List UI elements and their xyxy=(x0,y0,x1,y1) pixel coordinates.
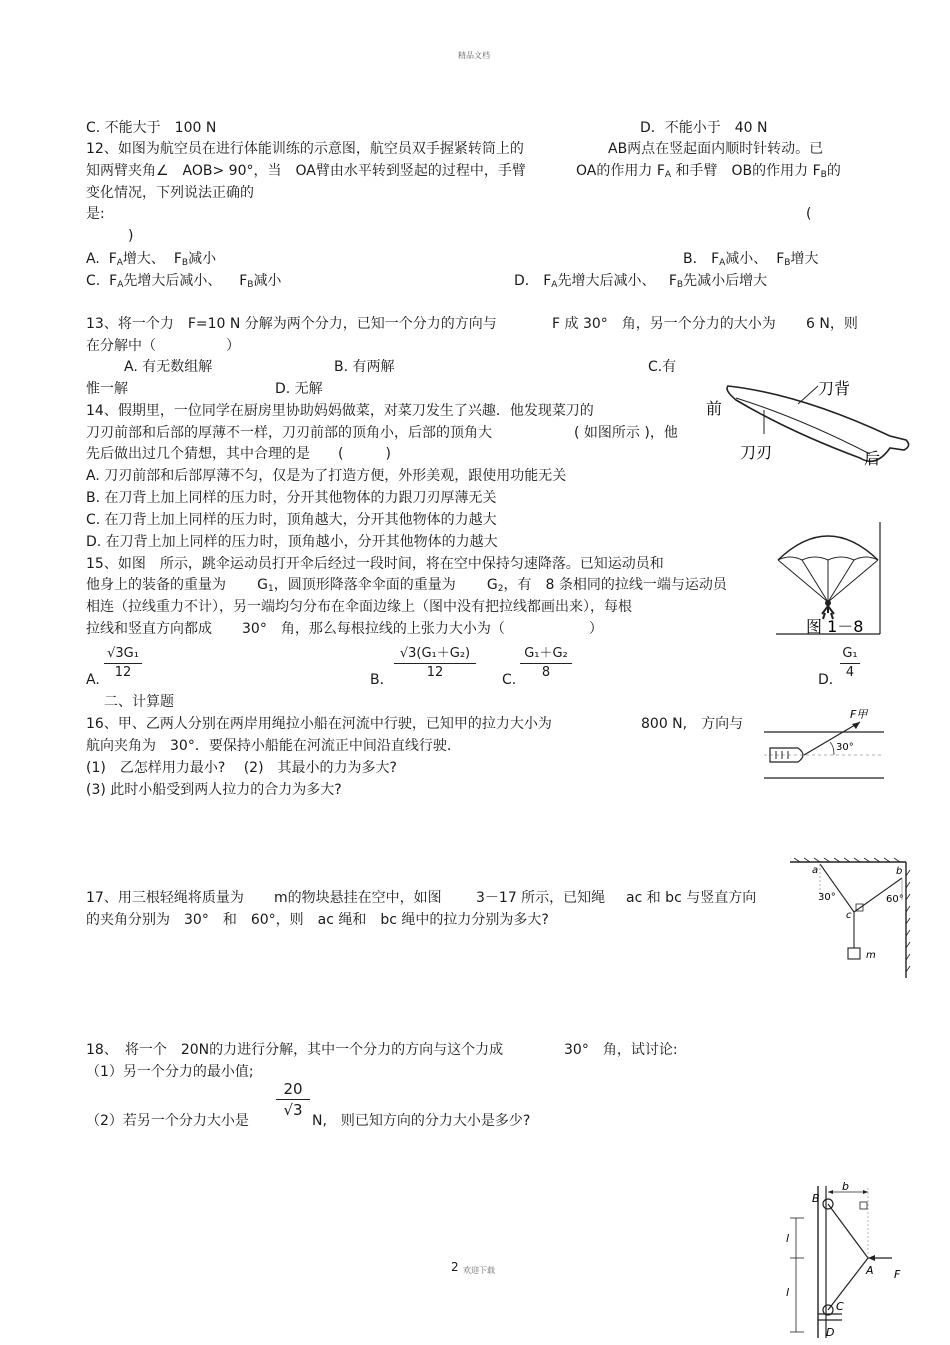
sub-b: B xyxy=(181,258,189,268)
q18-line3b: N, 则已知方向的分力大小是多少? xyxy=(312,1113,531,1129)
q12-line3: 变化情况，下列说法正确的 xyxy=(86,185,254,201)
rope-angle-60: 60° xyxy=(886,894,904,905)
bracket-label-b-dim: b xyxy=(842,1182,849,1193)
symbol-f: F xyxy=(656,163,665,179)
q11-option-d: D．不能小于 40 N xyxy=(640,120,768,136)
rope-point-b: b xyxy=(896,866,903,877)
wall-bracket-figure xyxy=(782,1182,906,1342)
boat-angle-label: 30° xyxy=(836,742,854,753)
q13-line1a: 13、将一个力 F=10 N 分解为两个分力，已知一个分力的方向与 xyxy=(86,316,497,332)
q15-option-c-label: C. xyxy=(502,672,517,688)
q12-option-b: B． $F_A$减小、 $F_B$增大 xyxy=(683,251,819,268)
q13-option-b: B. 有两解 xyxy=(334,359,395,375)
q15-option-b-fraction xyxy=(394,646,476,681)
symbol-g: G xyxy=(257,577,269,593)
q12-c-text2: 减小 xyxy=(253,273,282,289)
q17-line1c: 3－17 所示，已知绳 xyxy=(476,890,606,906)
q15-line4a: 拉线和竖直方向都成 xyxy=(86,621,212,637)
symbol-f: F xyxy=(108,251,117,267)
q12-d-text2: 先减小后增大 xyxy=(683,273,768,289)
bracket-label-c: C xyxy=(836,1300,844,1313)
q14-line2b: ( 如图所示 )，他 xyxy=(574,425,678,441)
sub-a: A xyxy=(116,258,123,268)
sub-a: A xyxy=(664,170,672,180)
q13-line1b: F 成 30° 角，另一个分力的大小为 xyxy=(552,316,776,332)
rope-angle-30: 30° xyxy=(818,892,836,903)
q12-oa-force-text: OA的作用力 xyxy=(576,163,653,179)
q15-line2 xyxy=(86,576,727,598)
q15-option-c-fraction xyxy=(520,646,572,681)
q12-option-d: D． $F_A$先增大后减小、 $F_B$先减小后增大 xyxy=(514,273,768,290)
knife-figure xyxy=(700,372,915,472)
sub-b: B xyxy=(784,258,791,268)
q15-option-b-label: B． xyxy=(370,672,394,688)
q14-option-d: D. 在刀背上加上同样的压力时，顶角越小，分开其他物体的力越大 xyxy=(86,534,498,550)
q12-b-text: 减小、 xyxy=(725,251,768,267)
q15-a-denominator: 12 xyxy=(114,665,132,680)
q18-line3a: （2）若另一个分力大小是 xyxy=(86,1113,249,1129)
q18-fraction-denominator: √3 xyxy=(283,1101,303,1119)
q12-a-text2: 减小 xyxy=(188,251,217,267)
knife-front-label: 前 xyxy=(706,399,723,418)
rope-mass-label: m xyxy=(866,950,876,961)
q14-line2a: 刀刃前部和后部的厚薄不一样，刀刃前部的顶角小，后部的顶角大 xyxy=(86,425,492,441)
q15-option-a-fraction xyxy=(104,646,142,681)
sub-a: A xyxy=(719,258,726,268)
q13-line3: 惟一解 xyxy=(86,381,128,397)
q12-c-text: 先增大后减小、 xyxy=(123,273,222,289)
q12-paren-close: ) xyxy=(128,228,134,244)
q18-fraction-numerator: 20 xyxy=(283,1080,303,1098)
rope-point-a: a xyxy=(812,865,819,876)
q17-line1b: m的物块悬挂在空中，如图 xyxy=(274,890,442,906)
symbol-g: G xyxy=(486,577,498,593)
symbol-f: F xyxy=(776,251,785,267)
bracket-label-f: F xyxy=(894,1268,901,1281)
q12-line1a: 12、如图为航空员在进行体能训练的示意图，航空员双手握紧转筒上的 xyxy=(86,141,524,157)
q15-line4b: 30° 角，那么每根拉线的上张力大小为（ ） xyxy=(242,621,603,637)
q12-line1b: AB两点在竖起面内顺时针转动。已 xyxy=(608,141,824,157)
q12-b-text2: 增大 xyxy=(790,251,819,267)
q15-d-denominator: 4 xyxy=(845,665,855,680)
symbol-f: F xyxy=(543,273,552,289)
page-number: 2 xyxy=(451,1260,459,1274)
sub-1: 1 xyxy=(268,584,274,594)
q16-line2: 航向夹角为 30°．要保持小船能在河流正中间沿直线行驶. xyxy=(86,738,452,754)
sub-b: B xyxy=(676,280,684,290)
bracket-label-l-lower: l xyxy=(786,1286,790,1299)
knife-back-label: 刀背 xyxy=(818,379,851,398)
sub-a: A xyxy=(551,280,558,290)
q17-line1a: 17、用三根轻绳将质量为 xyxy=(86,890,244,906)
q13-option-c: C.有 xyxy=(648,359,677,375)
rope-figure xyxy=(786,856,912,982)
q18-line2: （1）另一个分力的最小值; xyxy=(86,1064,254,1080)
q15-l2b: ，圆顶形降落伞伞面的重量为 xyxy=(273,577,456,593)
parachute-figure xyxy=(768,518,884,636)
q13-option-a: A. 有无数组解 xyxy=(124,359,213,375)
q12-line4: 是: xyxy=(86,206,105,222)
q17-line1d: ac 和 bc 与竖直方向 xyxy=(626,890,757,906)
q12-option-a: A. $F_A$增大、 $F_B$减小 xyxy=(86,251,217,268)
q15-line1: 15、如图 所示，跳伞运动员打开伞后经过一段时间，将在空中保持匀速降落。已知运动员和 xyxy=(86,556,664,572)
sub-b: B xyxy=(820,170,827,180)
q18-line1b: 30° 角，试讨论: xyxy=(564,1042,678,1058)
bracket-label-l-upper: l xyxy=(786,1232,790,1245)
q18-fraction xyxy=(276,1080,310,1119)
q15-c-numerator: G₁＋G₂ xyxy=(524,646,568,661)
q14-line1: 14、假期里，一位同学在厨房里协助妈妈做菜，对菜刀发生了兴趣．他发现菜刀的 xyxy=(86,403,594,419)
knife-edge-label: 刀刃 xyxy=(740,443,773,462)
sub-a: A xyxy=(117,280,124,290)
boat-figure xyxy=(764,706,886,780)
section-calculation-title: 二、计算题 xyxy=(104,694,174,710)
q12-d-text: 先增大后减小、 xyxy=(557,273,656,289)
symbol-f: F xyxy=(711,251,720,267)
q15-a-numerator: √3G₁ xyxy=(107,646,139,661)
rope-point-c: c xyxy=(846,910,852,921)
q11-option-c: C. 不能大于 100 N xyxy=(86,120,217,136)
q18-line1a: 18、 将一个 20N的力进行分解，其中一个分力的方向与这个力成 xyxy=(86,1042,504,1058)
q15-d-numerator: G₁ xyxy=(842,646,858,661)
q12-line2a: 知两臂夹角∠ AOB> 90°，当 OA臂由水平转到竖起的过程中，手臂 xyxy=(86,163,526,179)
q13-line2: 在分解中（ ） xyxy=(86,338,240,354)
q15-option-d-label: D． xyxy=(818,672,843,688)
q14-option-b: B. 在刀背上加上同样的压力时，分开其他物体的力跟刀刃厚薄无关 xyxy=(86,490,497,506)
q16-line3: (1) 乙怎样用力最小? (2) 其最小的力为多大? xyxy=(86,760,397,776)
q15-b-numerator: √3(G₁＋G₂) xyxy=(399,646,471,661)
parachute-caption: 图 1－8 xyxy=(806,617,864,636)
page-footer-note: 欢迎下载 xyxy=(463,1266,495,1275)
q12-ob-force-text: 和手臂 OB的作用力 xyxy=(675,163,809,179)
boat-force-label: F甲 xyxy=(850,708,868,721)
q15-b-denominator: 12 xyxy=(426,665,444,680)
q13-line1c: 6 N，则 xyxy=(806,316,858,332)
bracket-label-a: A xyxy=(866,1264,874,1277)
q15-option-a-label: A. xyxy=(86,672,100,688)
q12-option-c: C. $F_A$先增大后减小、 $F_B$减小 xyxy=(86,273,282,290)
sub-2: 2 xyxy=(497,584,504,594)
q15-line3: 相连（拉线重力不计），另一端均匀分布在伞面边缘上（图中没有把拉线都画出来），每根 xyxy=(86,599,632,615)
q17-line2: 的夹角分别为 30° 和 60°，则 ac 绳和 bc 绳中的拉力分别为多大? xyxy=(86,912,549,928)
q16-line1b: 800 N, 方向与 xyxy=(641,716,744,732)
q12-line2b: OA的作用力 $F_A$ 和手臂 OB的作用力 $F_B$的 xyxy=(576,163,841,180)
bracket-label-d: D xyxy=(826,1326,835,1339)
symbol-f: F xyxy=(812,163,821,179)
symbol-f: F xyxy=(109,273,118,289)
sub-b: B xyxy=(247,280,254,290)
q15-option-d-fraction xyxy=(840,646,860,681)
symbol-f: F xyxy=(173,251,182,267)
q15-l2a: 他身上的装备的重量为 xyxy=(86,577,226,593)
q14-line3: 先后做出过几个猜想，其中合理的是 ( ) xyxy=(86,446,391,462)
q12-paren-open: ( xyxy=(806,206,812,222)
q12-a-text: 增大、 xyxy=(122,251,165,267)
q16-line1a: 16、甲、乙两人分别在两岸用绳拉小船在河流中行驶，已知甲的拉力大小为 xyxy=(86,716,552,732)
q15-l2c: ，有 8 条相同的拉线一端与运动员 xyxy=(503,577,727,593)
symbol-f: F xyxy=(668,273,677,289)
q14-option-c: C. 在刀背上加上同样的压力时，顶角越大，分开其他物体的力越大 xyxy=(86,512,497,528)
knife-rear-label: 后 xyxy=(864,449,881,468)
q16-line4: (3) 此时小船受到两人拉力的合力为多大? xyxy=(86,782,342,798)
bracket-label-b-point: B xyxy=(812,1192,820,1205)
q13-option-d: D. 无解 xyxy=(275,381,323,397)
page-header: 精品文档 xyxy=(458,51,490,60)
q14-option-a: A. 刀刃前部和后部厚薄不匀，仅是为了打造方便，外形美观，跟使用功能无关 xyxy=(86,468,567,484)
symbol-f: F xyxy=(239,273,248,289)
q15-c-denominator: 8 xyxy=(541,665,551,680)
